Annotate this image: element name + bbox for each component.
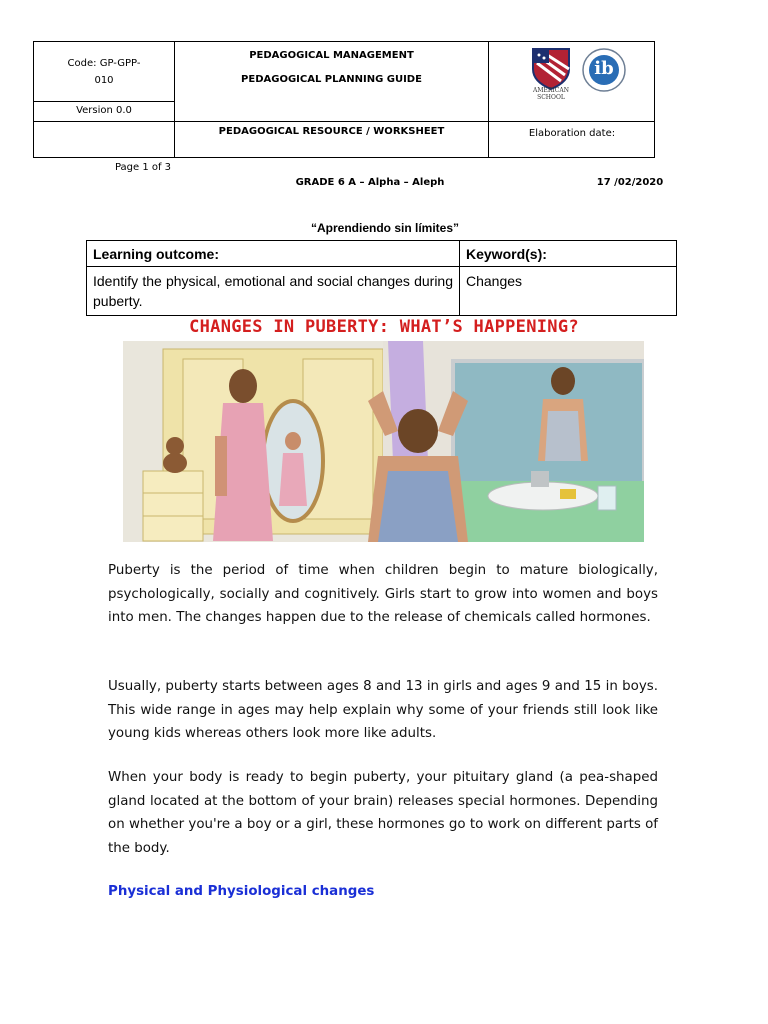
paragraph-1: Puberty is the period of time when children begin to mature biologically, psychologically, socially and cognitively. Girls start to grow into women and boys into men. The changes happen due to the release of chemicals called hormones.	[108, 563, 658, 625]
keywords-header: Keyword(s):	[460, 241, 677, 267]
puberty-illustration	[123, 341, 644, 542]
motto: “Aprendiendo sin límites”	[310, 221, 460, 235]
header-title-management: PEDAGOGICAL MANAGEMENT	[249, 50, 414, 61]
header-title-planning: PEDAGOGICAL PLANNING GUIDE	[241, 74, 422, 85]
paragraph-2: Usually, puberty starts between ages 8 and 13 in girls and ages 9 and 15 in boys. This wide range in ages may help explain why some of your friends still look like young kids whereas others look more like adults.	[108, 679, 658, 741]
learning-outcome-table	[86, 240, 677, 316]
worksheet-date: 17 /02/2020	[596, 177, 664, 188]
american-school-logo	[527, 45, 575, 107]
section-heading: Physical and Physiological changes	[108, 884, 375, 899]
learning-outcome-header: Learning outcome:	[87, 241, 460, 267]
keywords-text: Changes	[460, 267, 677, 316]
header-title-worksheet: PEDAGOGICAL RESOURCE / WORKSHEET	[218, 126, 445, 137]
ib-logo	[581, 47, 627, 93]
learning-outcome-text: Identify the physical, emotional and social changes during puberty.	[87, 267, 460, 316]
grade-label: GRADE 6 A – Alpha – Aleph	[295, 177, 445, 188]
ib-logo-text: ib	[594, 58, 614, 79]
paragraph-3: When your body is ready to begin puberty, your pituitary gland (a pea-shaped gland located at the bottom of your brain) releases special hormones. Depending on whether you're a boy or a girl, these hormones go to work on different parts of the body.	[108, 770, 658, 856]
header-table	[33, 41, 655, 158]
doc-code: Code: GP-GPP-010	[67, 58, 141, 86]
american-school-logo-text: AMERICAN SCHOOL	[533, 87, 569, 101]
doc-version: Version 0.0	[76, 105, 132, 116]
elaboration-date: Elaboration date:	[528, 128, 616, 139]
page-number: Page 1 of 3	[114, 162, 172, 173]
main-title: CHANGES IN PUBERTY: WHAT’S HAPPENING?	[189, 317, 579, 337]
